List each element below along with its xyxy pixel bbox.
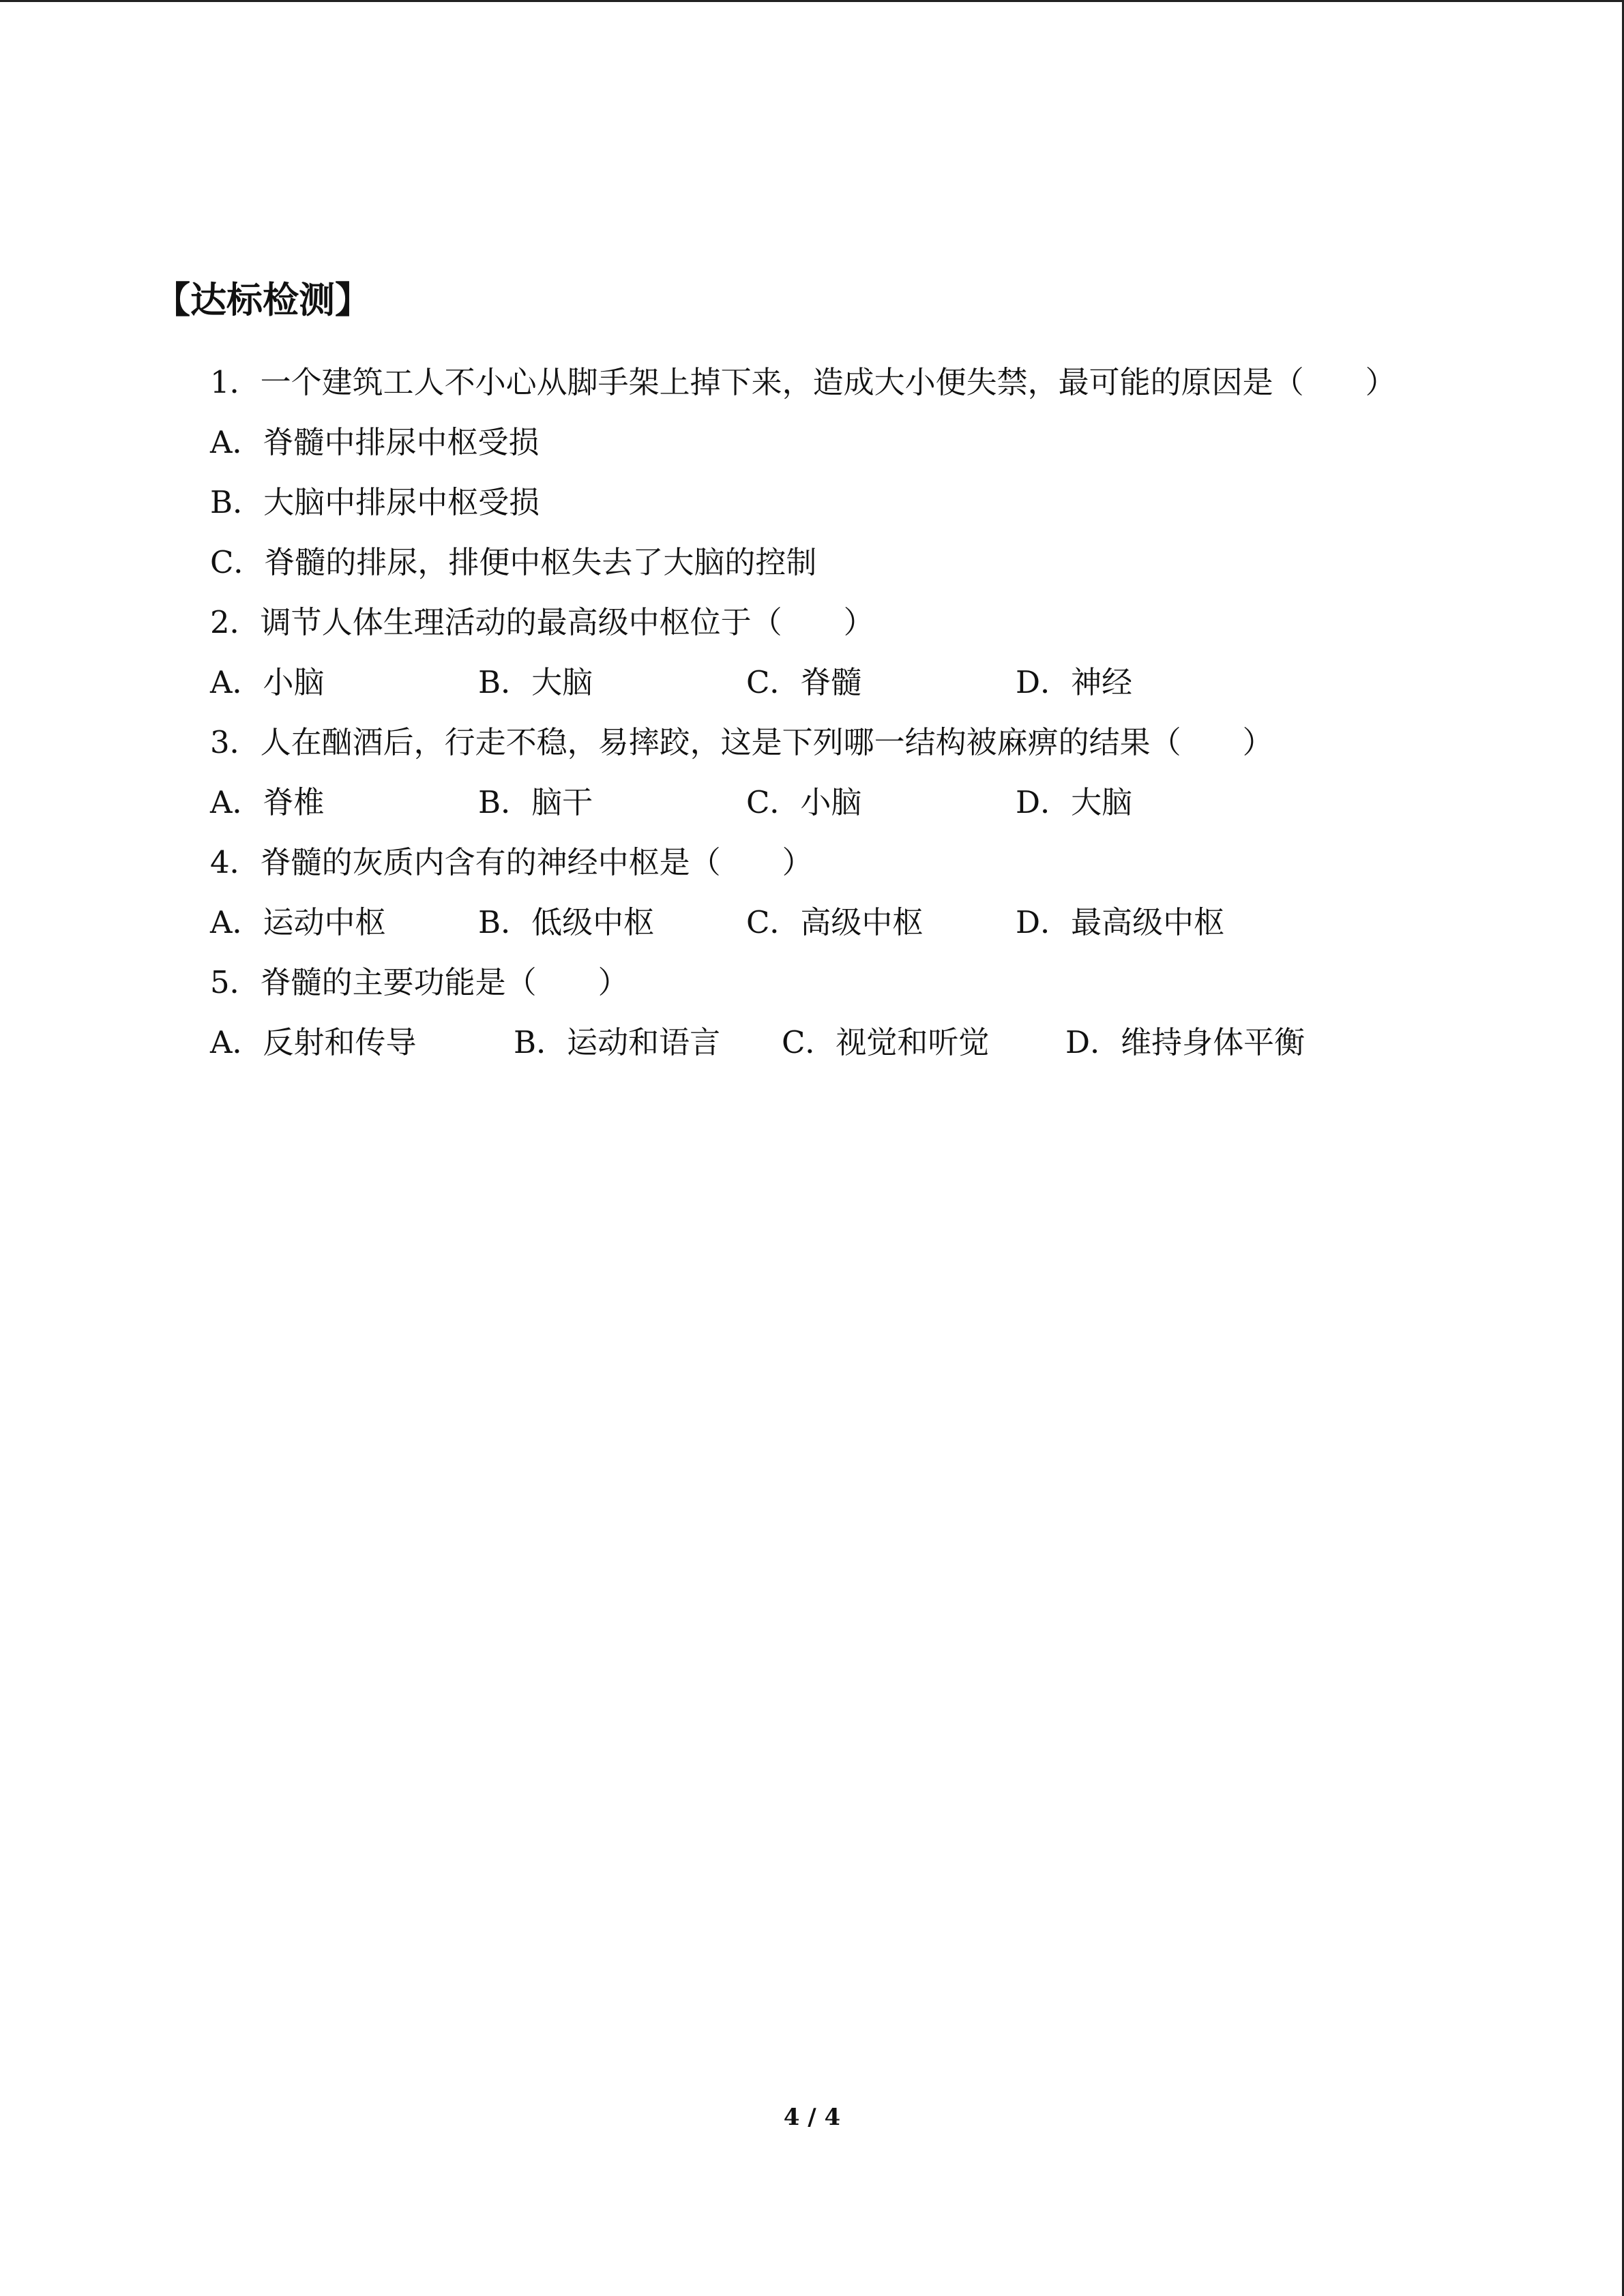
question-1-stem: 1．一个建筑工人不小心从脚手架上掉下来，造成大小便失禁，最可能的原因是（ ） bbox=[210, 364, 1396, 400]
question-3-option-b: B．脑干 bbox=[478, 784, 593, 820]
question-4-stem: 4．脊髓的灰质内含有的神经中枢是（ ） bbox=[210, 844, 813, 880]
question-5-option-d: D．维持身体平衡 bbox=[1065, 1024, 1305, 1060]
question-5-option-b: B．运动和语言 bbox=[514, 1024, 721, 1060]
question-2-option-b: B．大脑 bbox=[478, 664, 593, 700]
top-border-line bbox=[0, 0, 1624, 2]
page-number: 4 / 4 bbox=[783, 2104, 841, 2131]
question-1-option-a: A．脊髓中排尿中枢受损 bbox=[210, 424, 540, 460]
question-3-option-d: D．大脑 bbox=[1016, 784, 1133, 820]
question-1-option-b: B．大脑中排尿中枢受损 bbox=[210, 484, 540, 520]
question-2-option-a: A．小脑 bbox=[210, 664, 325, 700]
question-2-option-d: D．神经 bbox=[1016, 664, 1133, 700]
question-3-options bbox=[210, 773, 1506, 833]
question-list bbox=[210, 353, 1506, 1073]
question-5-options bbox=[210, 1013, 1506, 1073]
question-4-option-d: D．最高级中枢 bbox=[1016, 904, 1225, 940]
question-2-option-c: C．脊髓 bbox=[746, 664, 862, 700]
question-3-stem: 3．人在酗酒后，行走不稳，易摔跤，这是下列哪一结构被麻痹的结果（ ） bbox=[210, 724, 1273, 760]
question-1-option-c: C．脊髓的排尿，排便中枢失去了大脑的控制 bbox=[210, 544, 817, 580]
question-4-option-a: A．运动中枢 bbox=[210, 904, 386, 940]
question-2-stem: 2．调节人体生理活动的最高级中枢位于（ ） bbox=[210, 604, 874, 640]
question-5-option-a: A．反射和传导 bbox=[210, 1024, 417, 1060]
question-4-option-b: B．低级中枢 bbox=[478, 904, 655, 940]
question-4-option-c: C．高级中枢 bbox=[746, 904, 924, 940]
section-title: 【达标检测】 bbox=[154, 279, 371, 321]
question-3-option-a: A．脊椎 bbox=[210, 784, 325, 820]
question-5-stem: 5．脊髓的主要功能是（ ） bbox=[210, 964, 629, 1000]
question-2-options bbox=[210, 653, 1506, 713]
question-4-options bbox=[210, 893, 1506, 953]
question-3-option-c: C．小脑 bbox=[746, 784, 862, 820]
question-5-option-c: C．视觉和听觉 bbox=[782, 1024, 990, 1060]
